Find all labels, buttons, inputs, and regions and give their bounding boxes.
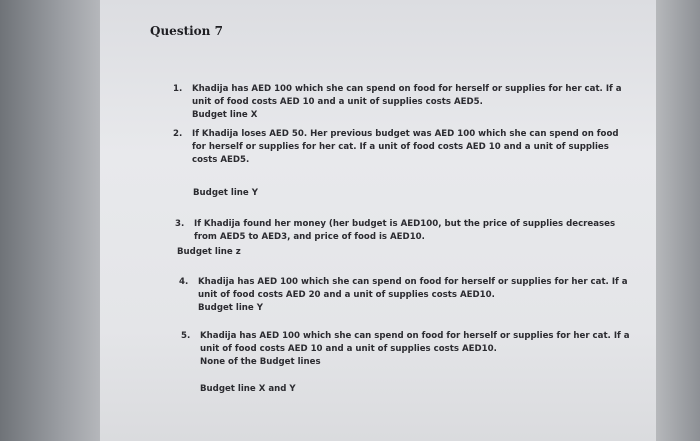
background-left — [0, 0, 100, 441]
question-text-line: Khadija has AED 100 which she can spend on food for herself or supplies for her cat. If a — [192, 84, 622, 94]
question-number: 3. — [175, 219, 185, 229]
page-title: Question 7 — [150, 24, 223, 38]
question-option: Budget line z — [177, 247, 241, 257]
question-number: 1. — [173, 84, 183, 94]
question-number: 2. — [173, 129, 183, 139]
question-text-line: from AED5 to AED3, and price of food is AED10. — [194, 232, 425, 242]
question-number: 4. — [179, 277, 189, 287]
question-text-line: unit of food costs AED 20 and a unit of supplies costs AED10. — [198, 290, 495, 300]
question-text-line: If Khadija loses AED 50. Her previous budget was AED 100 which she can spend on food — [192, 129, 619, 139]
question-text-line: unit of food costs AED 10 and a unit of supplies costs AED5. — [192, 97, 483, 107]
question-option: None of the Budget lines — [200, 357, 321, 367]
question-text-line: unit of food costs AED 10 and a unit of supplies costs AED10. — [200, 344, 497, 354]
question-option: Budget line X — [192, 110, 258, 120]
question-option: Budget line Y — [198, 303, 263, 313]
question-text-line: for herself or supplies for her cat. If a unit of food costs AED 10 and a unit of supplies — [192, 142, 609, 152]
question-text-line: Khadija has AED 100 which she can spend on food for herself or supplies for her cat. If a — [200, 331, 630, 341]
question-option: Budget line Y — [193, 188, 258, 198]
question-number: 5. — [181, 331, 191, 341]
question-text-line: Khadija has AED 100 which she can spend on food for herself or supplies for her cat. If a — [198, 277, 628, 287]
question-option: Budget line X and Y — [200, 384, 296, 394]
question-text-line: If Khadija found her money (her budget is AED100, but the price of supplies decreases — [194, 219, 616, 229]
question-text-line: costs AED5. — [192, 155, 250, 165]
paper-sheet — [100, 0, 656, 441]
background-right — [655, 0, 700, 441]
